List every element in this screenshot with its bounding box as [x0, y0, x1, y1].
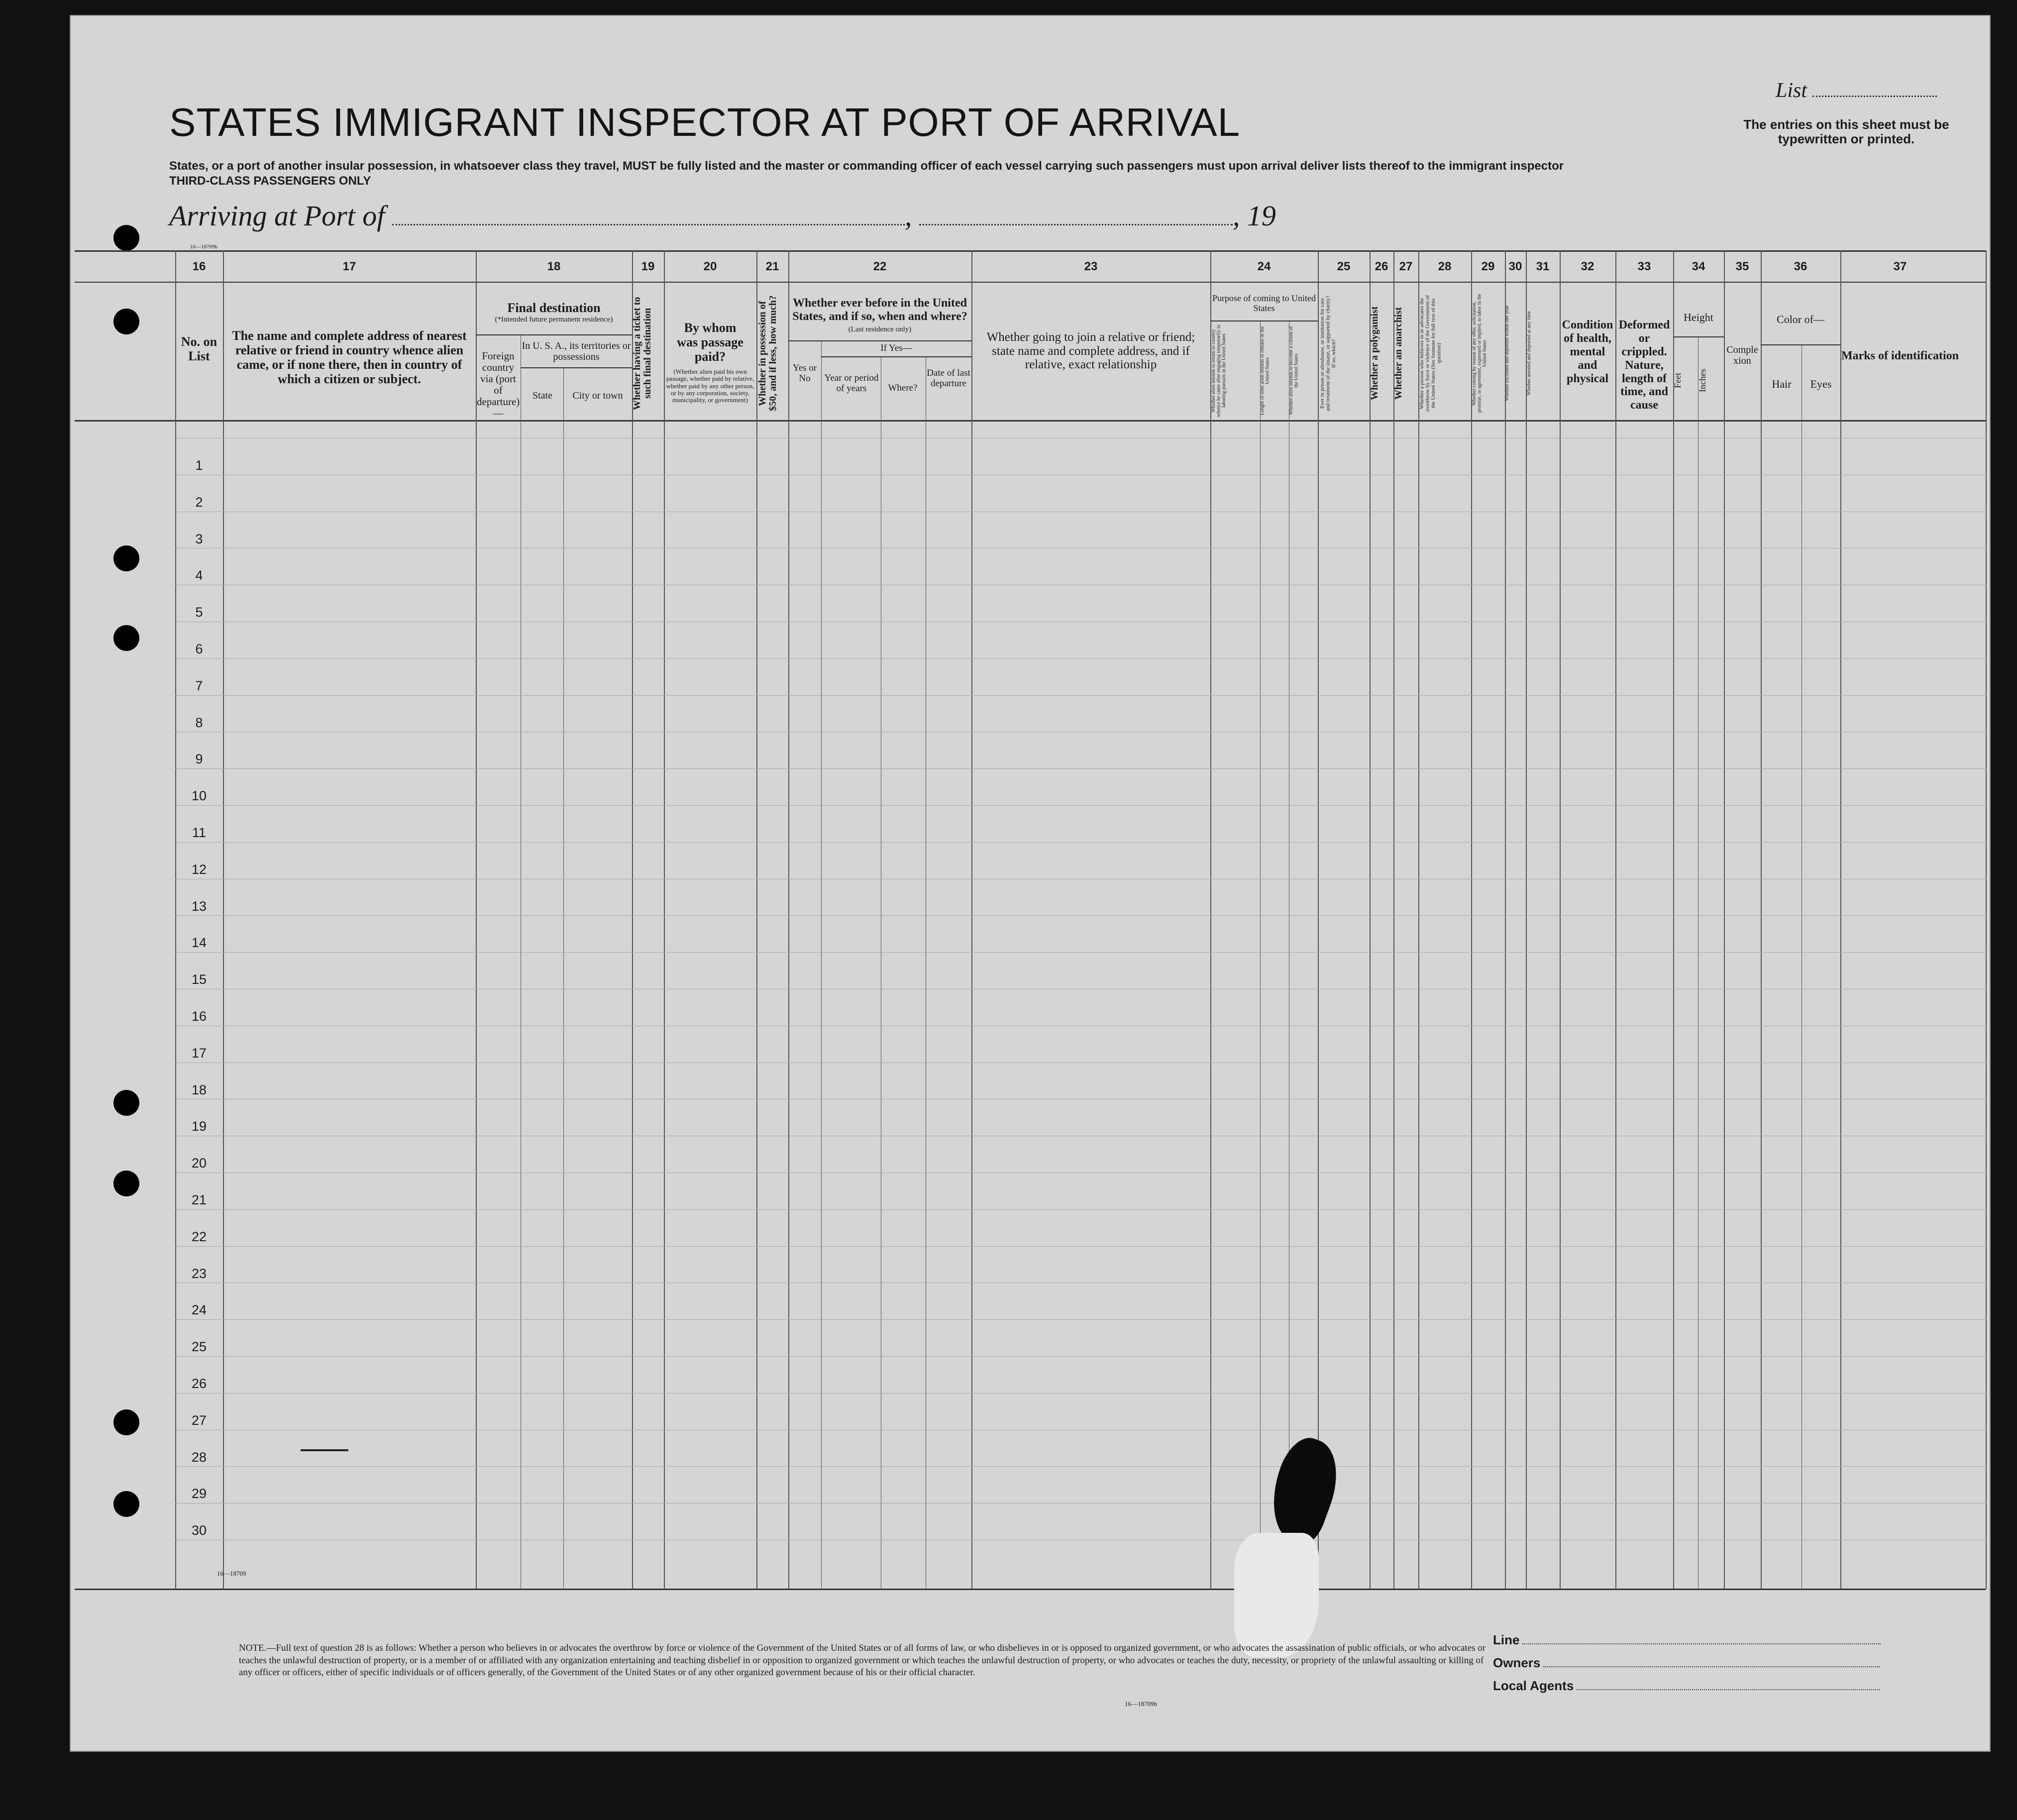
row-number: 29: [191, 1486, 207, 1501]
header-health: Condition of health, mental and physical: [1562, 319, 1613, 385]
col-num: 16: [192, 260, 206, 273]
table-bottom-rule: [75, 1589, 1986, 1590]
column-rule: [1840, 250, 1841, 1589]
col-num: 30: [1508, 260, 1522, 273]
row-number: 3: [195, 532, 203, 546]
list-label: List: [1776, 79, 1807, 102]
column-rule: [1370, 250, 1371, 1589]
arriving-label: Arriving at Port of: [169, 200, 385, 232]
header-excluded: Whether excluded and deported within one year: [1504, 305, 1510, 402]
passenger-class-label: THIRD-CLASS PASSENGERS ONLY: [169, 174, 371, 188]
column-rule: [1526, 250, 1527, 1589]
arriving-line: Arriving at Port of , , 19: [169, 200, 1276, 232]
row-number: 15: [191, 972, 207, 987]
header-anarchist: Whether an anarchist: [1393, 307, 1404, 400]
header-purpose: Purpose of coming to United States: [1212, 293, 1316, 313]
row-number: 1: [195, 458, 203, 473]
typewritten-note: The entries on this sheet must be typewritten or printed.: [1743, 117, 1949, 146]
col-num: 35: [1735, 260, 1749, 273]
col-num: 25: [1337, 260, 1351, 273]
row-rule: [175, 768, 1987, 769]
column-rule: [1505, 250, 1506, 1589]
column-rule: [756, 250, 757, 1589]
row-number: 27: [191, 1413, 207, 1428]
col-num: 37: [1893, 260, 1907, 273]
col-num: 33: [1637, 260, 1651, 273]
header-inches: Inches: [1698, 369, 1707, 393]
row-number: 10: [191, 788, 207, 803]
header-no-on-list: No. on List: [181, 334, 217, 364]
subcolumn-rule: [1260, 321, 1261, 1589]
binder-hole: [113, 1090, 139, 1116]
binder-hole: [113, 545, 139, 571]
header-hair: Hair: [1772, 378, 1792, 390]
header-in-usa: In U. S. A., its territories or possessions: [522, 340, 631, 362]
row-rule: [175, 1466, 1987, 1467]
column-rule: [1560, 250, 1561, 1589]
column-rule: [1418, 250, 1419, 1589]
header-color-of: Color of—: [1777, 313, 1824, 325]
col-num: 24: [1257, 260, 1271, 273]
column-rule: [1761, 250, 1762, 1589]
col-num: 18: [547, 260, 561, 273]
header-city-town: City or town: [572, 390, 623, 401]
row-number: 24: [191, 1302, 207, 1317]
row-rule: [175, 1246, 1987, 1247]
row-number: 9: [195, 751, 203, 766]
row-number: 13: [191, 899, 207, 914]
column-rule: [1615, 250, 1616, 1589]
form-code-note: 16—18709b: [1125, 1700, 1157, 1708]
header-ticket: Whether having a ticket to such final destination: [632, 297, 653, 410]
column-rule: [632, 250, 633, 1589]
header-final-destination: Final destination: [507, 301, 601, 315]
subcolumn-rule: [1698, 336, 1699, 1589]
header-where: Where?: [888, 383, 918, 393]
row-number: 16: [191, 1009, 207, 1024]
row-rule: [175, 915, 1987, 916]
row-number: 14: [191, 935, 207, 950]
header-arrested: Whether arrested and deported at any time: [1526, 311, 1532, 396]
local-agents-label: Local Agents: [1493, 1678, 1574, 1693]
col-num: 32: [1581, 260, 1594, 273]
row-number: 5: [195, 605, 203, 620]
header-nearest-relative: The name and complete address of nearest relative or friend in country whence alien came, or if none there, then in country of which a citizen or subject.: [232, 328, 467, 387]
ink-mark: [301, 1449, 348, 1451]
local-agents-field: [1493, 1678, 1880, 1694]
binder-hole: [113, 1491, 139, 1517]
header-state: State: [532, 390, 552, 401]
header-polygamist: Whether a polygamist: [1369, 306, 1380, 401]
rule: [1761, 344, 1840, 345]
row-number: 18: [191, 1082, 207, 1097]
column-rule: [1724, 250, 1725, 1589]
col-num: 17: [342, 260, 356, 273]
owners-label: Owners: [1493, 1655, 1541, 1670]
row-rule: [175, 952, 1987, 953]
col-num: 31: [1536, 260, 1550, 273]
owners-field: [1493, 1655, 1880, 1671]
line-label: Line: [1493, 1632, 1520, 1647]
line-field: [1493, 1632, 1881, 1648]
header-feet: Feet: [1673, 373, 1683, 389]
column-rule: [1393, 250, 1394, 1589]
rule: [521, 367, 632, 368]
column-rule: [971, 250, 972, 1589]
row-number: 4: [195, 568, 203, 583]
column-number-rule: [75, 282, 1986, 283]
header-purpose-citizen: Whether alien intends to become a citizen of the United States: [1288, 326, 1299, 416]
row-number: 21: [191, 1192, 207, 1207]
column-rule: [223, 250, 224, 1589]
binder-hole: [113, 625, 139, 651]
column-rule: [1318, 250, 1319, 1589]
header-complexion: Complexion: [1726, 344, 1758, 366]
row-number: 25: [191, 1339, 207, 1354]
col-num: 22: [873, 260, 887, 273]
column-rule: [1471, 250, 1472, 1589]
column-rule: [1986, 250, 1987, 1589]
rule: [788, 340, 971, 341]
row-number: 11: [192, 825, 207, 840]
header-last-residence: (Last residence only): [848, 325, 912, 333]
subcolumn-rule: [563, 367, 564, 1589]
header-height: Height: [1684, 311, 1713, 323]
binder-hole: [113, 225, 139, 251]
row-rule: [175, 805, 1987, 806]
row-number: 22: [191, 1229, 207, 1244]
binder-hole: [113, 1409, 139, 1435]
header-passage-paid-note: (Whether alien paid his own passage, whether paid by relative, whether paid by any other person, or by any corporation, society, municipality, or government): [666, 368, 754, 404]
header-purpose-return: Whether alien intends to return to country whence he came after engaging temporarily in laboring pursuits in the United States: [1211, 324, 1227, 417]
form-sheet: [70, 15, 1991, 1752]
header-eyes: Eyes: [1810, 378, 1832, 390]
row-number: 23: [191, 1266, 207, 1281]
paper-patch: [1234, 1533, 1319, 1657]
col-num: 29: [1481, 260, 1495, 273]
form-code-table: 16—18709: [217, 1570, 246, 1577]
header-bottom-rule: [75, 420, 1986, 422]
form-code-top: 16—18709b: [190, 244, 217, 250]
column-rule: [788, 250, 789, 1589]
col-num: 19: [641, 260, 655, 273]
subcolumn-rule: [821, 340, 822, 1589]
col-num: 21: [765, 260, 779, 273]
row-number: 12: [191, 862, 207, 877]
row-rule: [175, 1319, 1987, 1320]
row-number: 26: [191, 1376, 207, 1391]
col-num: 28: [1438, 260, 1452, 273]
header-fifty-dollars: Whether in possession of $50, and if less, how much?: [757, 295, 778, 412]
row-rule: [175, 658, 1987, 659]
binder-hole: [113, 1171, 139, 1196]
row-rule: [175, 1209, 1987, 1210]
table-top-rule: [75, 250, 1986, 252]
row-number: 7: [195, 678, 203, 693]
binder-hole: [113, 309, 139, 334]
header-foreign-country: Foreign country via (port of departure)—: [477, 350, 520, 420]
header-passage-paid: By whom was passage paid?: [677, 321, 743, 364]
header-marks-identification: Marks of identification: [1841, 349, 1959, 362]
header-join-relative: Whether going to join a relative or friend; state name and complete address, and if relative, exact relationship: [986, 330, 1195, 371]
row-rule: [175, 1356, 1987, 1357]
row-number: 8: [195, 715, 203, 730]
row-number: 6: [195, 642, 203, 656]
footnote-question-28: NOTE.—Full text of question 28 is as follows: Whether a person who believes in or advocates the overthrow by force or violence of the Government of the United States or of all forms of law, or who disbelieves in or is opposed to organized government, or who advocates the assassination of public officials, or who advocates or teaches the unlawful destruction of property, or is a member of or affiliated with any organization entertaining and teaching disbelief in or opposition to organized government or which teaches the unlawful destruction of property, or who advocates or teaches the duty, necessity, or propriety of the unlawful assaulting or killing of any officer or officers, either of specific individuals or of officers generally, of the Government of the United States or of any other organized government because of his or their official character.: [239, 1643, 1486, 1678]
list-field: [1776, 79, 1937, 103]
header-final-destination-note: (*Intended future permanent residence): [495, 316, 613, 323]
column-rule: [1210, 250, 1211, 1589]
row-rule: [175, 842, 1987, 843]
row-number: 20: [191, 1156, 207, 1171]
column-rule: [175, 250, 176, 1589]
column-rule: [664, 250, 665, 1589]
col-num: 23: [1084, 260, 1098, 273]
rule: [1673, 336, 1724, 337]
year-prefix: 19: [1247, 200, 1276, 232]
header-ever-before-us: Whether ever before in the United States, and if so, when and where?: [792, 297, 967, 323]
row-number: 17: [191, 1046, 207, 1061]
col-num: 34: [1692, 260, 1705, 273]
column-rule: [476, 250, 477, 1589]
header-deformed: Deformed or crippled. Nature, length of time, and cause: [1618, 319, 1670, 412]
header-last-departure: Date of last departure: [927, 368, 970, 389]
form-title: STATES IMMIGRANT INSPECTOR AT PORT OF ARRIVAL: [169, 100, 1241, 144]
header-years: Year or period of years: [824, 373, 879, 394]
rule: [476, 334, 632, 335]
column-rule: [1673, 250, 1674, 1589]
row-rule: [175, 695, 1987, 696]
header-question-28: Whether a person who believes in or advocates the overthrow by force or violence of the Government of the United States (See footnote for full text of this question): [1419, 295, 1442, 412]
header-yes-no: Yes or No: [792, 363, 817, 384]
header-offer-labor: Whether coming by reason of any offer, solicitation, promise, or agreement, expressed or implied, to labor in the United States: [1472, 294, 1487, 413]
header-if-yes: If Yes—: [880, 343, 912, 353]
col-num: 20: [703, 260, 717, 273]
col-num: 27: [1399, 260, 1413, 273]
header-purpose-length: Length of time alien intends to remain in the United States: [1260, 326, 1271, 416]
rule: [821, 356, 971, 357]
header-prison: Ever in prison or almshouse, or institution for care and treatment of the insane, or supported by charity? If so, which?: [1319, 296, 1337, 411]
form-subtitle: States, or a port of another insular possession, in whatsoever class they travel, MUST be fully listed and the master or commanding officer of each vessel carrying such passengers must upon arrival deliver lists thereof to the immigrant inspector: [169, 159, 1564, 173]
row-number: 19: [191, 1119, 207, 1134]
row-number: 28: [191, 1450, 207, 1465]
row-number: 30: [191, 1523, 207, 1538]
col-num: 36: [1794, 260, 1807, 273]
row-number: 2: [195, 495, 203, 510]
col-num: 26: [1375, 260, 1388, 273]
